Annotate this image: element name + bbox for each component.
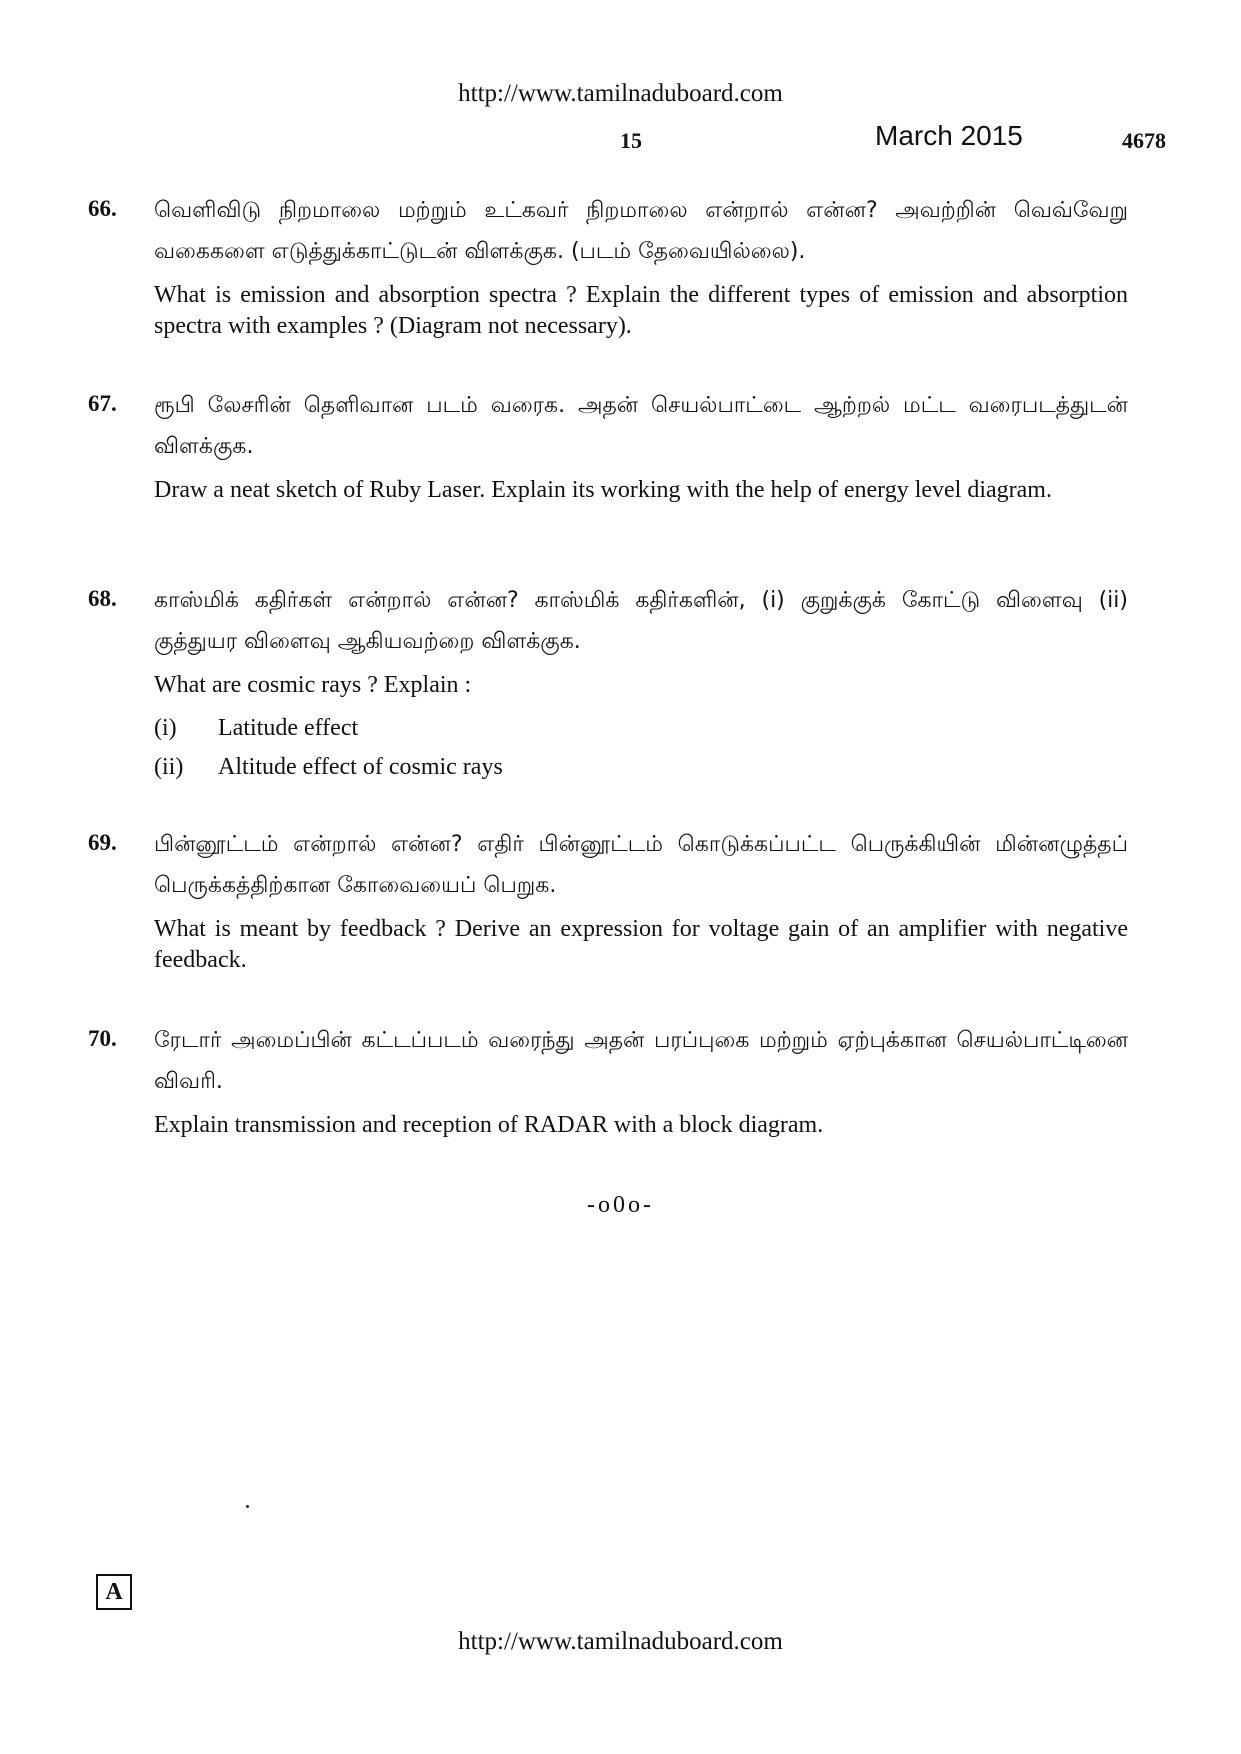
sub-question-text: Latitude effect — [218, 715, 359, 741]
question-text-english: What is emission and absorption spectra ? Explain the different types of emission and absorption spectra with examples ? (Diagram not necessary). — [154, 282, 1128, 339]
question-number: 66. — [88, 196, 117, 221]
sub-question-label: (i) — [154, 715, 177, 741]
question-text-english: What are cosmic rays ? Explain : — [154, 672, 472, 698]
question-text-tamil: ரூபி லேசரின் தெளிவான படம் வரைக. அதன் செயல்பாட்டை ஆற்றல் மட்ட வரைபடத்துடன் விளக்குக. — [154, 393, 1128, 459]
question-text-tamil: ரேடார் அமைப்பின் கட்டப்படம் வரைந்து அதன் பரப்புகை மற்றும் ஏற்புக்கான செயல்பாட்டினை விவரி. — [154, 1028, 1128, 1094]
question-68 — [88, 580, 1128, 787]
paper-version-box: A — [96, 1574, 132, 1610]
end-of-paper-mark: -o0o- — [587, 1192, 654, 1218]
sub-question — [154, 709, 1128, 748]
footer-url: http://www.tamilnaduboard.com — [458, 1628, 783, 1655]
question-text-english: What is meant by feedback ? Derive an expression for voltage gain of an amplifier with negative feedback. — [154, 916, 1128, 973]
sub-question-text: Altitude effect of cosmic rays — [218, 754, 503, 780]
question-number: 68. — [88, 586, 117, 611]
question-66 — [88, 190, 1128, 342]
paper-code: 4678 — [1122, 128, 1166, 153]
sub-question-list — [154, 709, 1128, 787]
question-text-english: Draw a neat sketch of Ruby Laser. Explain its working with the help of energy level diagram. — [154, 477, 1052, 503]
exam-date: March 2015 — [875, 120, 1023, 151]
question-number: 70. — [88, 1026, 117, 1051]
question-70 — [88, 1020, 1128, 1141]
page-number: 15 — [620, 128, 642, 153]
question-text-tamil: பின்னூட்டம் என்றால் என்ன? எதிர் பின்னூட்டம் கொடுக்கப்பட்ட பெருக்கியின் மின்னழுத்தப் பெருக்கத்திற்கான கோவையைப் பெறுக. — [154, 832, 1128, 898]
sub-question — [154, 748, 1128, 787]
sub-question-label: (ii) — [154, 754, 184, 780]
question-67 — [88, 385, 1128, 506]
header-url: http://www.tamilnaduboard.com — [458, 80, 783, 107]
question-text-tamil: வெளிவிடு நிறமாலை மற்றும் உட்கவர் நிறமாலை என்றால் என்ன? அவற்றின் வெவ்வேறு வகைகளை எடுத்துக்காட்டுடன் விளக்குக. (படம் தேவையில்லை). — [154, 198, 1128, 264]
question-number: 67. — [88, 391, 117, 416]
question-number: 69. — [88, 830, 117, 855]
question-text-english: Explain transmission and reception of RADAR with a block diagram. — [154, 1112, 824, 1138]
question-text-tamil: காஸ்மிக் கதிர்கள் என்றால் என்ன? காஸ்மிக் கதிர்களின், (i) குறுக்குக் கோட்டு விளைவு (ii) குத்துயர விளைவு ஆகியவற்றை விளக்குக. — [154, 588, 1128, 654]
scan-speck — [246, 1505, 249, 1508]
question-69 — [88, 824, 1128, 976]
